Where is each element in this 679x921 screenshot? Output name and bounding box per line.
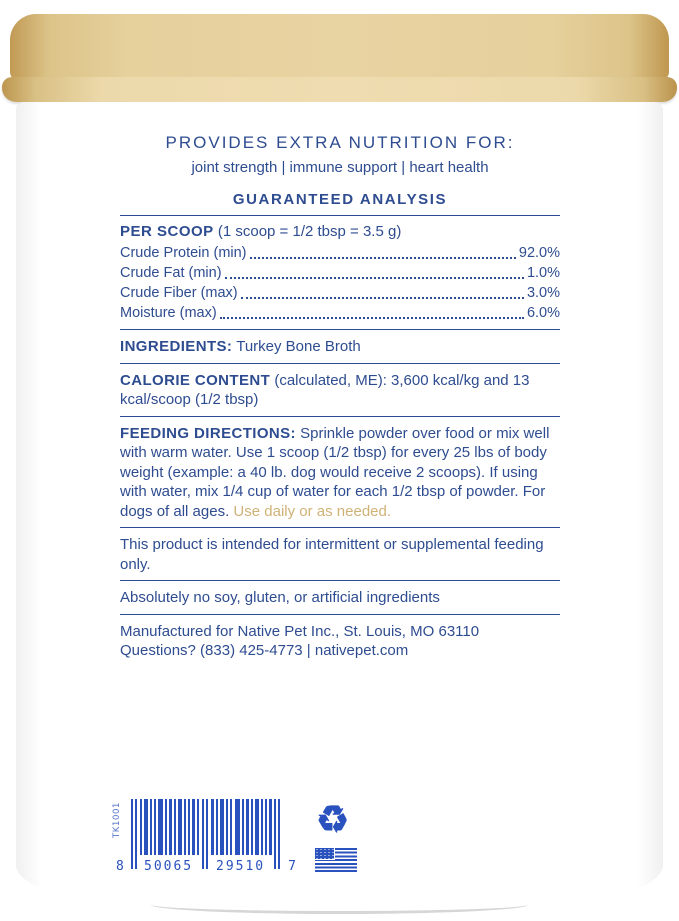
analysis-value: 92.0% — [518, 245, 560, 261]
label-copy — [120, 133, 560, 661]
us-flag-icon — [315, 848, 357, 873]
analysis-value: 1.0% — [526, 265, 560, 281]
analysis-row — [120, 303, 560, 323]
benefits-line: joint strength | immune support | heart health — [191, 159, 489, 176]
dot-leader — [225, 277, 524, 279]
guaranteed-analysis-heading: GUARANTEED ANALYSIS — [232, 191, 448, 208]
feeding-directions-heading: FEEDING DIRECTIONS: — [120, 424, 296, 442]
ingredients-line — [120, 337, 560, 357]
ingredients-value: Turkey Bone Broth — [236, 338, 361, 355]
divider — [120, 329, 560, 330]
analysis-name: Moisture (max) — [120, 305, 217, 321]
divider — [120, 580, 560, 581]
barcode-digit-group2: 29510 — [216, 859, 266, 874]
ingredients-heading: INGREDIENTS: — [120, 338, 233, 355]
divider — [120, 527, 560, 528]
analysis-row — [120, 263, 560, 283]
analysis-name: Crude Protein (min) — [120, 245, 247, 261]
barcode-digit-lead: 8 — [116, 859, 126, 874]
per-scoop-heading: PER SCOOP — [120, 223, 214, 240]
feeding-directions-body: Sprinkle powder over food or mix well with warm water. Use 1 scoop (1/2 tbsp) for every 25 lbs of body weight (example: a 40 lb. dog would receive 2 scoops). If using with water, mix 1/4 cup of water for each 1/2 tbsp of powder. For dogs of all ages. — [120, 424, 550, 520]
analysis-name: Crude Fat (min) — [120, 265, 222, 281]
canister-base-shadow — [150, 895, 529, 914]
dot-leader — [241, 297, 524, 299]
analysis-row — [120, 243, 560, 263]
canister-lid-rim — [2, 77, 677, 102]
manufacturer-line2: Questions? (833) 425-4773 | nativepet.com — [120, 642, 409, 659]
analysis-name: Crude Fiber (max) — [120, 285, 238, 301]
supplemental-feeding-notice: This product is intended for intermittent or supplemental feeding only. — [120, 536, 544, 573]
divider — [120, 363, 560, 364]
calorie-content-line — [120, 371, 560, 410]
us-flag-canton — [315, 848, 335, 860]
canister-lid — [10, 14, 669, 80]
analysis-value: 6.0% — [526, 305, 560, 321]
barcode-digit-group1: 50065 — [144, 859, 194, 874]
per-scoop-detail: (1 scoop = 1/2 tbsp = 3.5 g) — [217, 223, 402, 240]
divider — [120, 215, 560, 216]
divider — [120, 614, 560, 615]
dot-leader — [220, 317, 524, 319]
no-additives-notice: Absolutely no soy, gluten, or artificial ingredients — [120, 589, 440, 606]
recycle-icon: ♻ — [316, 799, 350, 840]
provides-heading: PROVIDES EXTRA NUTRITION FOR: — [165, 133, 515, 152]
barcode-digit-check: 7 — [288, 859, 298, 874]
calorie-content-value: (calculated, ME): 3,600 kcal/kg and 13 kcal/scoop (1/2 tbsp) — [120, 371, 530, 408]
feeding-directions — [120, 424, 560, 522]
calorie-content-heading: CALORIE CONTENT — [120, 371, 271, 389]
analysis-row — [120, 283, 560, 303]
sku-code: TK1001 — [112, 802, 122, 838]
feeding-directions-highlight: Use daily or as needed. — [233, 502, 392, 520]
per-scoop-line — [120, 223, 560, 240]
analysis-value: 3.0% — [526, 285, 560, 301]
divider — [120, 416, 560, 417]
dot-leader — [250, 257, 516, 259]
manufacturer-line1: Manufactured for Native Pet Inc., St. Louis, MO 63110 — [120, 622, 480, 640]
